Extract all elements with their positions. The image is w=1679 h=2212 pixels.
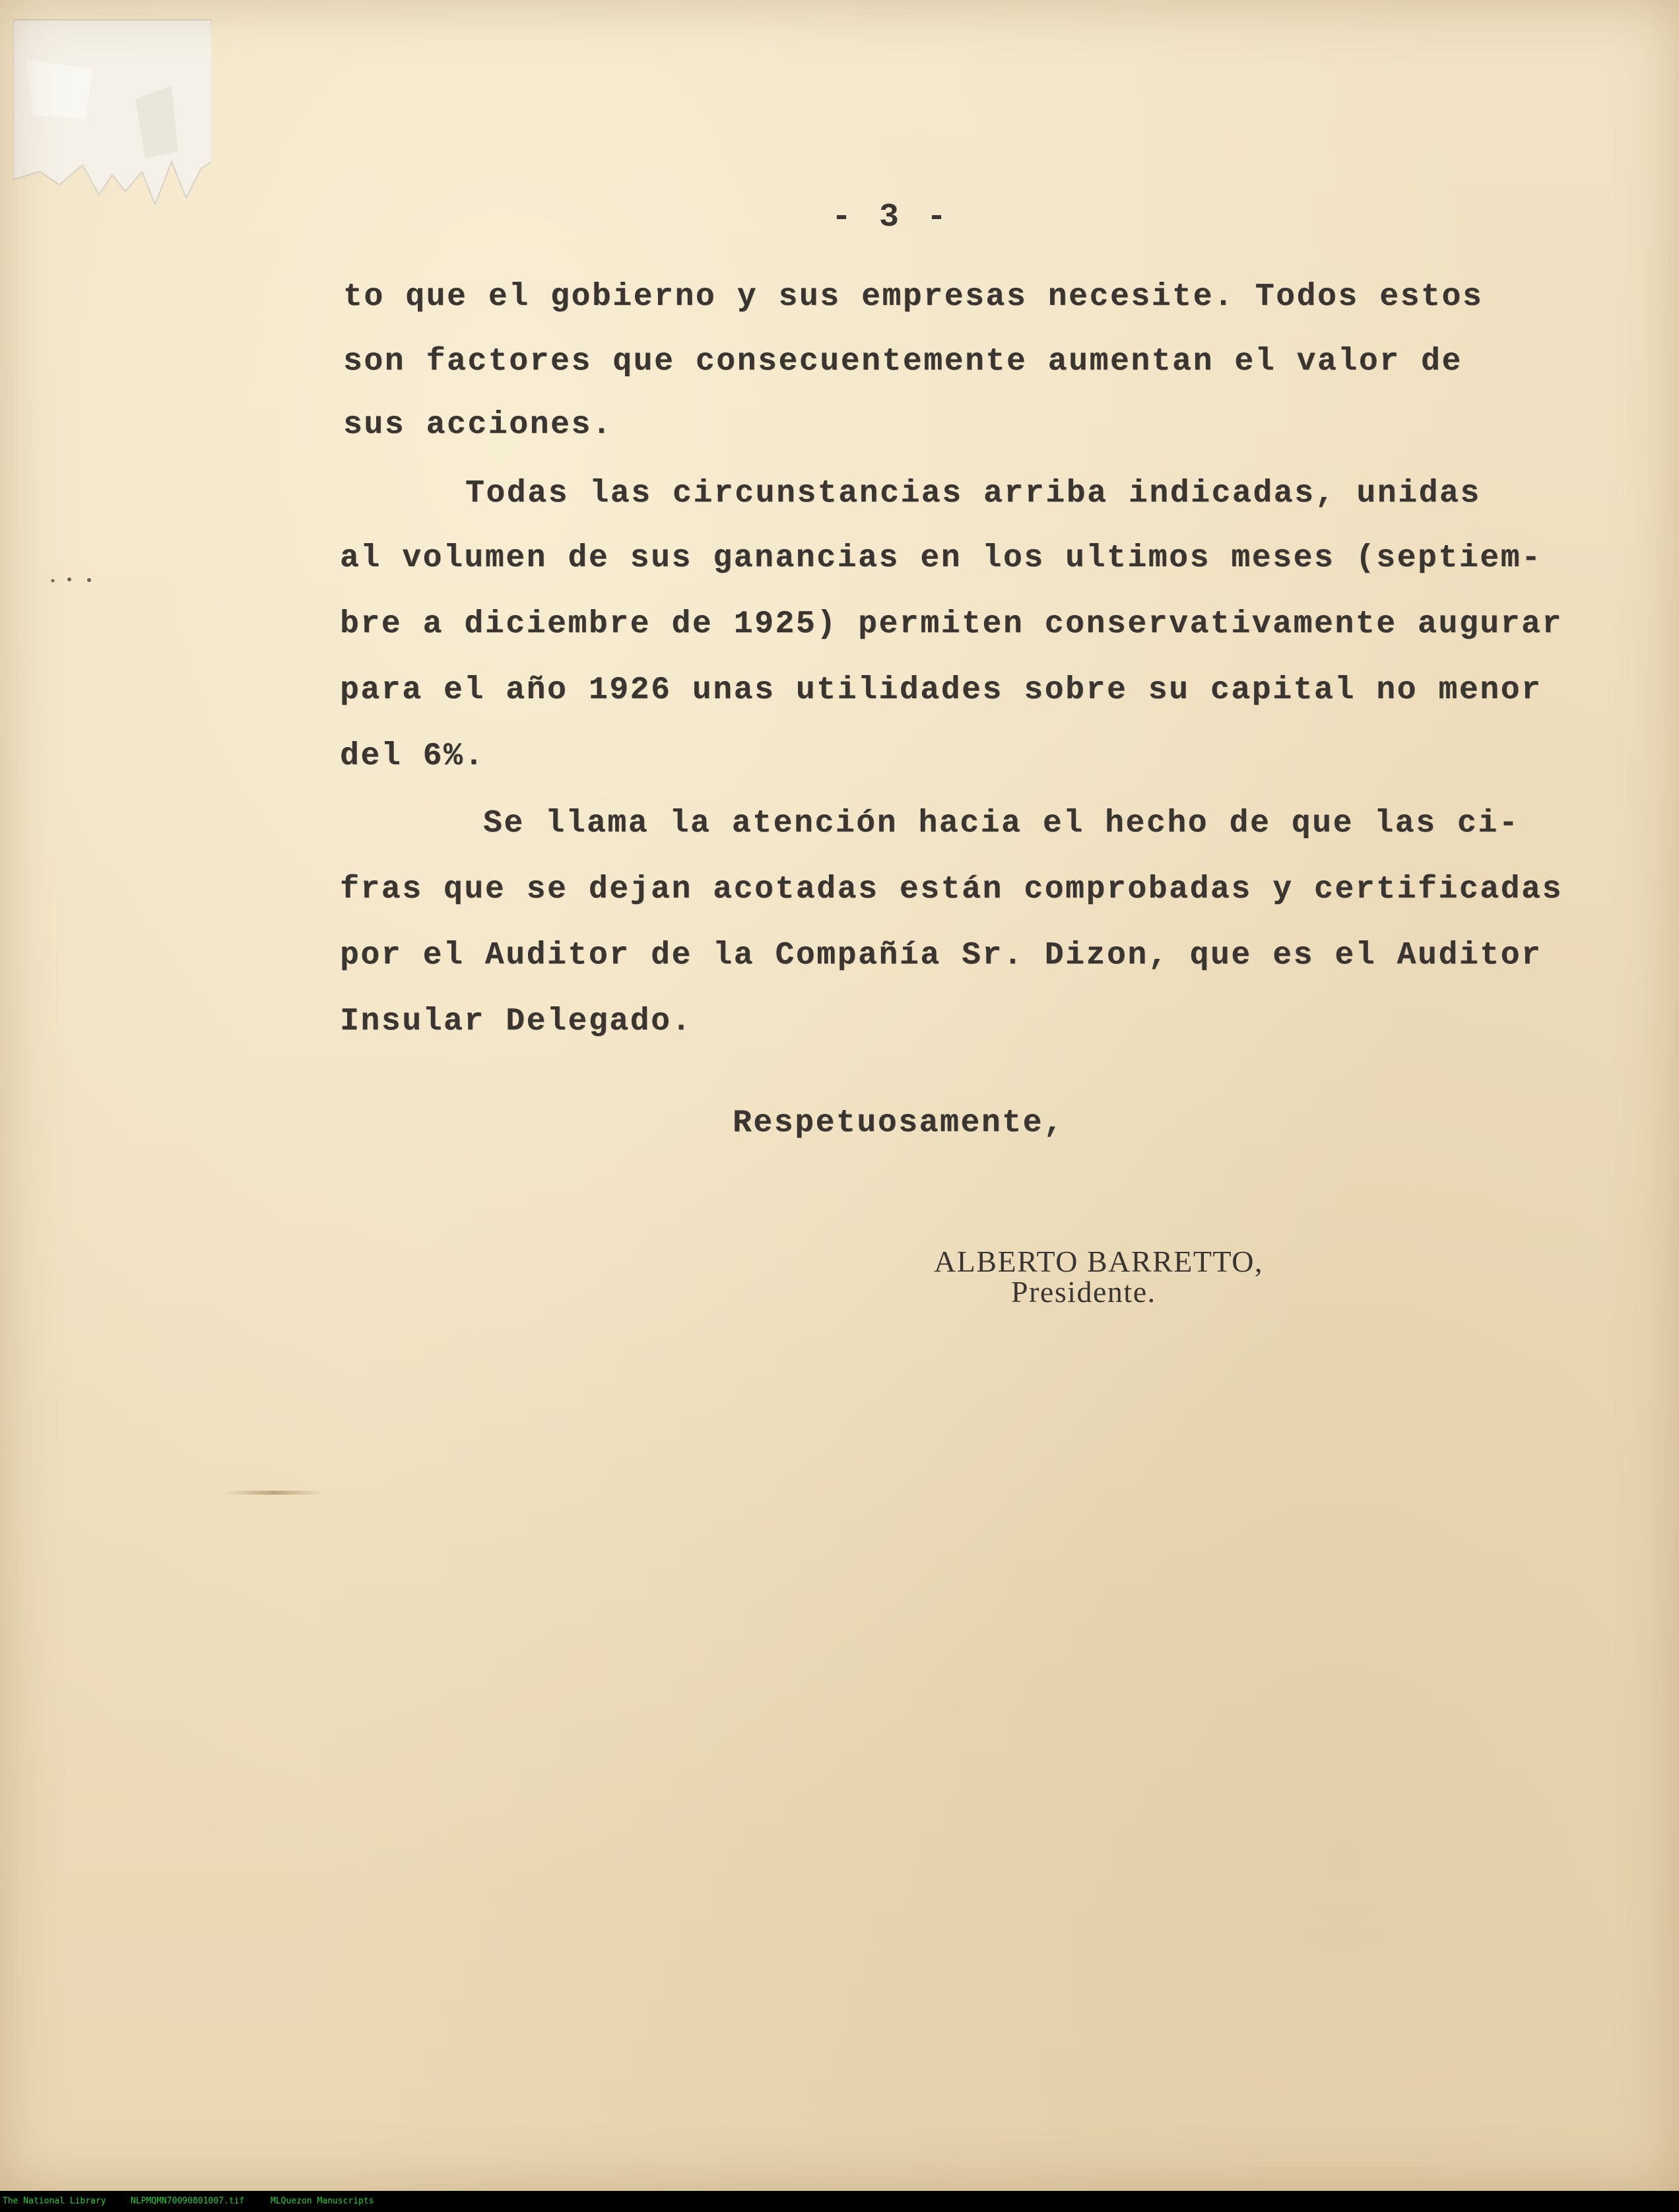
closing-salutation: Respetuosamente,	[733, 1105, 1065, 1141]
footer-library: The National Library	[3, 2196, 106, 2206]
body-line: al volumen de sus ganancias en los ultimos meses (septiem-	[340, 540, 1542, 576]
body-line: Se llama la atención hacia el hecho de que las ci-	[483, 806, 1520, 841]
scan-footer	[0, 2191, 1679, 2212]
body-line: bre a diciembre de 1925) permiten conservativamente augurar	[340, 606, 1563, 642]
footer-collection: MLQuezon Manuscripts	[271, 2196, 374, 2206]
body-line: por el Auditor de la Compañía Sr. Dizon, que es el Auditor	[340, 938, 1542, 973]
signatory-title: Presidente.	[1011, 1275, 1156, 1309]
page-number: - 3 -	[832, 199, 951, 236]
ink-specks	[40, 574, 106, 587]
signatory-name: ALBERTO BARRETTO,	[934, 1245, 1263, 1278]
body-line: para el año 1926 unas utilidades sobre su capital no menor	[340, 672, 1542, 708]
body-line: Todas las circunstancias arriba indicadas, unidas	[465, 476, 1481, 511]
footer-file-id: NLPMQMN70090801007.tif	[131, 2196, 245, 2206]
body-line: sus acciones.	[343, 407, 613, 443]
body-line: fras que se dejan acotadas están comprobadas y certificadas	[340, 872, 1563, 907]
tape-residue	[13, 7, 211, 205]
body-line: del 6%.	[340, 738, 485, 774]
body-line: son factores que consecuentemente aumentan el valor de	[343, 344, 1463, 379]
paper-crease-mark	[224, 1491, 323, 1495]
body-line: to que el gobierno y sus empresas necesite. Todos estos	[343, 279, 1484, 315]
body-line: Insular Delegado.	[340, 1004, 692, 1039]
